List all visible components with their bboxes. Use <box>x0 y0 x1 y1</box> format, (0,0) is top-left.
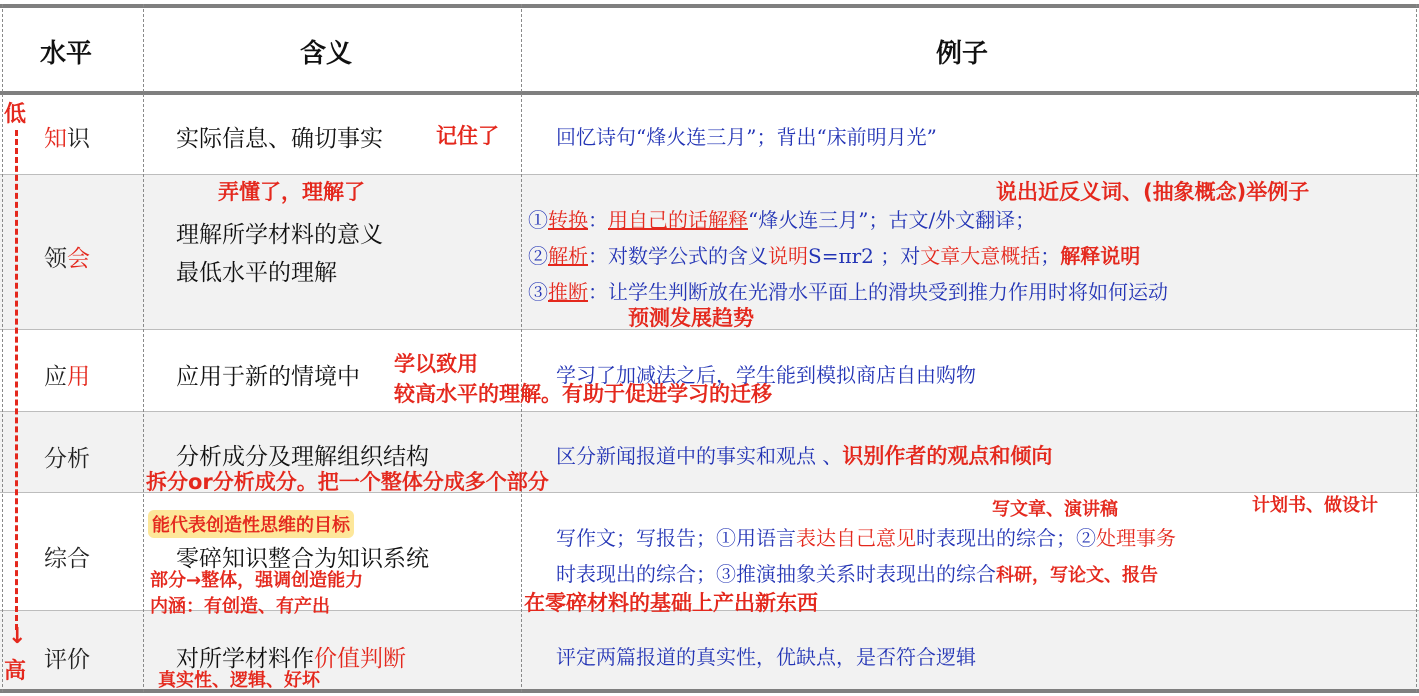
level-char-b: 用 <box>67 364 90 390</box>
header-level: 水平 <box>40 39 93 69</box>
level-application <box>44 358 90 391</box>
ex-colon: ： <box>588 244 608 268</box>
row-divider <box>0 411 1419 412</box>
ex-text: 写作文；写报告；①用语言 <box>556 526 796 550</box>
note-synonyms: 说出近反义词、(抽象概念)举例子 <box>996 180 1310 204</box>
note-split: 拆分or分析成分。把一个整体分成多个部分 <box>146 470 549 494</box>
note-part-whole: 部分→整体，强调创造能力 <box>150 570 364 591</box>
level-char-a: 领 <box>44 246 67 272</box>
meaning-comprehension: 理解所学材料的意义 <box>176 222 383 248</box>
meaning-synthesis: 零碎知识整合为知识系统 <box>176 546 429 572</box>
ex-text: 区分新闻报道中的事实和观点 、 <box>556 444 843 468</box>
top-border <box>0 4 1419 8</box>
ex-text: 时表现出的综合；③推演抽象关系时表现出的综合 <box>556 562 996 586</box>
note-explain: 解释说明 <box>1060 244 1141 268</box>
note-research: 科研，写论文、报告 <box>996 565 1158 586</box>
example-comprehension-1 <box>528 204 1035 233</box>
scale-low-label: 低 <box>4 102 27 127</box>
note-produce-new: 在零碎材料的基础上产出新东西 <box>524 591 818 615</box>
ex-text-highlight: 文章大意概括 <box>920 244 1041 268</box>
ex-text: “烽火连三月”；古文/外文翻译； <box>748 208 1036 232</box>
ex-text: ； <box>1040 244 1061 268</box>
level-synthesis: 综合 <box>44 546 90 572</box>
note-planning: 计划书、做设计 <box>1252 495 1378 516</box>
level-analysis: 分析 <box>44 446 90 472</box>
header-border <box>0 91 1419 95</box>
level-char-a: 应 <box>44 364 67 390</box>
note-apply: 学以致用 <box>394 352 478 376</box>
tag-creative-goal: 能代表创造性思维的目标 <box>148 510 354 538</box>
example-synthesis-1 <box>556 522 1176 551</box>
ex-text: 时表现出的综合；② <box>916 526 1096 550</box>
example-synthesis-2 <box>556 558 1158 587</box>
level-evaluation: 评价 <box>44 647 90 673</box>
ex-colon: ： <box>588 280 608 304</box>
ex-key: 解析 <box>548 244 588 268</box>
example-evaluation: 评定两篇报道的真实性，优缺点，是否符合逻辑 <box>556 645 976 669</box>
ex-num: ② <box>528 244 548 268</box>
note-writing: 写文章、演讲稿 <box>992 499 1118 520</box>
header-example: 例子 <box>936 39 989 69</box>
note-understood: 弄懂了，理解了 <box>218 180 365 204</box>
note-criteria: 真实性、逻辑、好坏 <box>158 670 320 691</box>
scale-arrow-line <box>15 130 18 630</box>
ex-text: 对数学公式的含义 <box>608 244 768 268</box>
scale-arrow-head: ↓ <box>8 624 27 649</box>
level-char-b: 识 <box>67 126 90 152</box>
meaning-analysis: 分析成分及理解组织结构 <box>176 444 429 470</box>
note-predict: 预测发展趋势 <box>628 306 754 330</box>
meaning-knowledge: 实际信息、确切事实 <box>176 126 383 152</box>
ex-key: 转换 <box>548 208 588 232</box>
col-divider <box>1416 4 1417 692</box>
level-char-a: 知 <box>44 126 67 152</box>
row-divider <box>0 174 1419 175</box>
ex-text: 让学生判断放在光滑水平面上的滑块受到推力作用时将如何运动 <box>608 280 1168 304</box>
example-knowledge: 回忆诗句“烽火连三月”；背出“床前明月光” <box>556 125 937 149</box>
note-transfer: 较高水平的理解。有助于促进学习的迁移 <box>394 382 772 406</box>
scale-high-label: 高 <box>4 659 27 684</box>
example-comprehension-3 <box>528 276 1168 305</box>
meaning-application: 应用于新的情境中 <box>176 364 360 390</box>
col-divider <box>143 4 144 692</box>
note-lowest-understanding: 最低水平的理解 <box>176 260 337 286</box>
example-application: 学习了加减法之后，学生能到模拟商店自由购物 <box>556 363 976 387</box>
ex-text: S=πr2 ；对 <box>808 244 921 268</box>
level-comprehension <box>44 240 90 273</box>
ex-num: ① <box>528 208 548 232</box>
example-comprehension-2 <box>528 240 1140 269</box>
note-connotation: 内涵：有创造、有产出 <box>150 596 330 617</box>
ex-num: ③ <box>528 280 548 304</box>
example-analysis <box>556 440 1052 470</box>
ex-colon: ： <box>588 208 608 232</box>
col-divider <box>2 4 3 692</box>
level-knowledge <box>44 120 90 153</box>
meaning-text: 对所学材料作 <box>176 646 314 672</box>
ex-key: 推断 <box>548 280 588 304</box>
level-char-b: 会 <box>67 246 90 272</box>
col-divider <box>521 4 522 692</box>
ex-text-highlight: 用自己的话解释 <box>608 208 748 232</box>
note-identify: 识别作者的观点和倾向 <box>842 443 1053 468</box>
meaning-highlight: 价值判断 <box>314 646 406 672</box>
ex-text-highlight: 处理事务 <box>1096 526 1176 550</box>
ex-text-highlight: 说明 <box>768 244 808 268</box>
header-meaning: 含义 <box>300 39 353 69</box>
ex-text-highlight: 表达自己意见 <box>796 526 916 550</box>
note-remembered: 记住了 <box>436 124 499 148</box>
